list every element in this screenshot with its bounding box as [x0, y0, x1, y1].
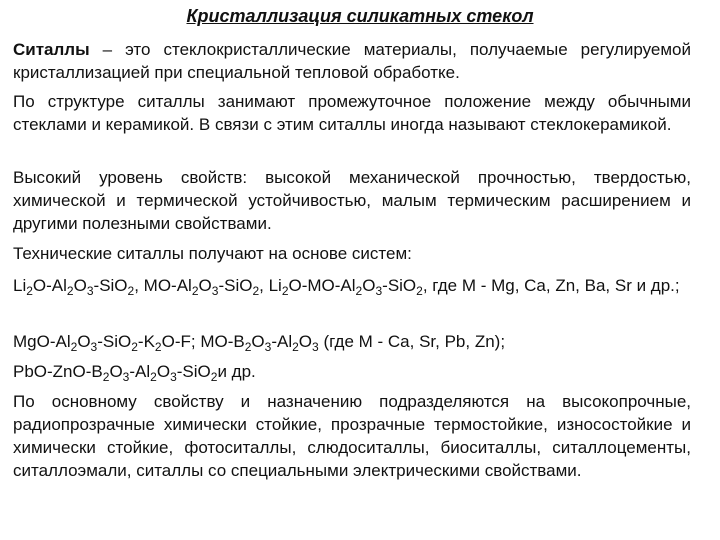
definition-text: – это стеклокристаллические материалы, получаемые регулируемой кристаллизацией при специальной тепловой обработке. [13, 40, 691, 82]
paragraph-properties: Высокий уровень свойств: высокой механической прочностью, твердостью, химической и термической устойчивостью, малым термическим расширением и другими полезными свойствами. [13, 168, 691, 233]
paragraph-structure: По структуре ситаллы занимают промежуточное положение между обычными стеклами и керамикой. В связи с этим ситаллы иногда называют стеклокерамикой. [13, 92, 691, 134]
formula-line-2: MgO-$Al_2O_3-SiO_2-K_2O-F$; $MO-B_2O_3-Al_2O_3$ (где M - Ca, Sr, Pb, Zn); [13, 332, 506, 354]
slide-title: Кристаллизация силикатных стекол [186, 6, 534, 26]
formula-line-1: $Li_2O-Al_2O_3-SiO_2$, $MO-Al_2O_3-SiO_2$, $Li_2O-MO-Al_2O_3-SiO_2$, где M - Mg, Ca, Zn, Ba, Sr и др.; [13, 276, 680, 298]
paragraph-classification: По основному свойству и назначению подразделяются на высокопрочные, радиопрозрачные химически стойкие, прозрачные термостойкие, износостойкие и химически стойкие, фотоситаллы, слюдоситаллы, биоситаллы, ситаллоцементы, ситаллоэмали, ситаллы со специальными электрическими свойствами. [13, 392, 691, 480]
paragraph-systems-intro: Технические ситаллы получают на основе систем: [13, 244, 412, 263]
paragraph-definition [13, 38, 691, 84]
formula-line-3: PbO-$ZnO-B_2O_3-Al_2O_3-SiO_2и$ др. [13, 362, 256, 384]
term-sitally: Ситаллы [13, 40, 90, 59]
